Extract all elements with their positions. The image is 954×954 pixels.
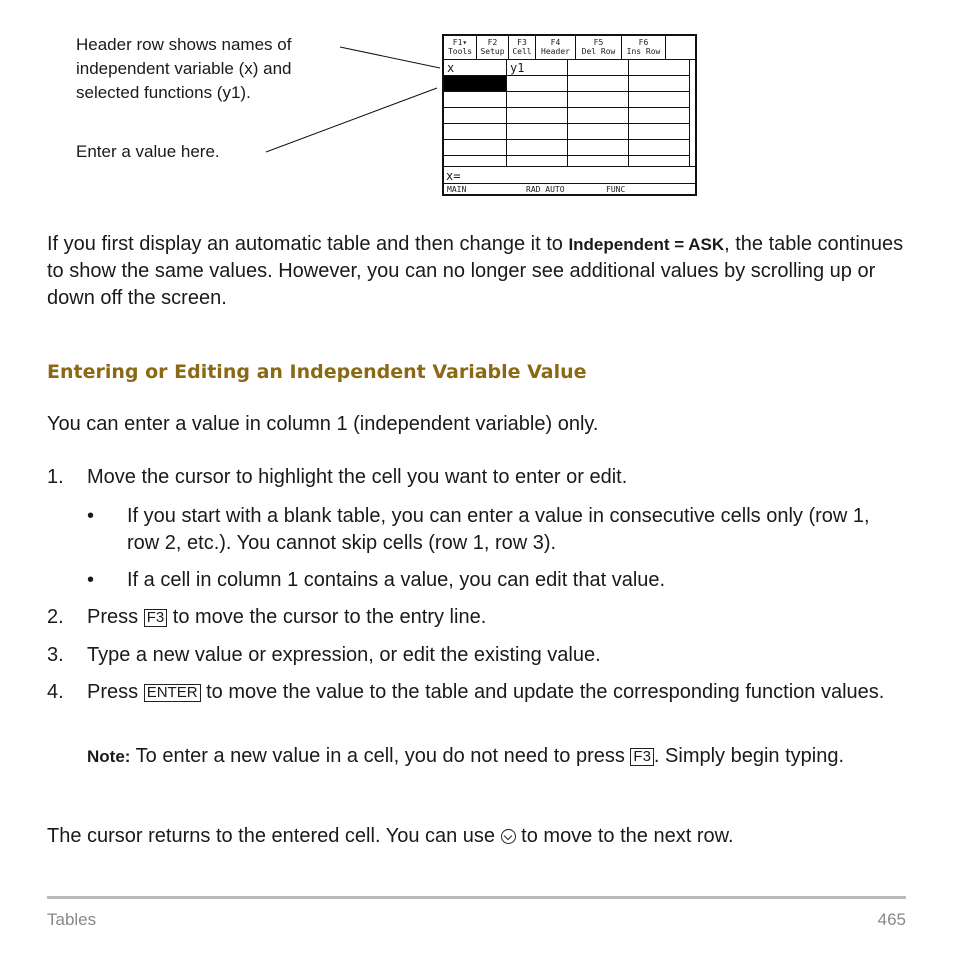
status-mode: MAIN — [447, 185, 467, 194]
callout-line-header — [340, 47, 440, 68]
callout-line: independent variable (x) and — [76, 59, 292, 78]
step-text: Press F3 to move the cursor to the entry line. — [87, 606, 487, 628]
toolbar-empty — [666, 36, 695, 60]
closing-text: The cursor returns to the entered cell. You can use to move to the next row. — [47, 825, 734, 847]
footer-page-number: 465 — [877, 910, 906, 929]
toolbar-f6-insrow: F6 Ins Row — [622, 36, 666, 60]
footer-section: Tables — [47, 910, 97, 929]
bullet-marker: • — [87, 569, 95, 591]
toolbar-f1-tools: F1▾ Tools — [444, 36, 477, 60]
f3-key-icon: F3 — [630, 748, 654, 766]
calculator-screen — [442, 34, 697, 196]
section-heading: Entering or Editing an Independent Variable Value — [47, 361, 587, 383]
status-graph: FUNC — [606, 185, 626, 194]
down-arrow-key-icon — [501, 829, 516, 844]
step-number: 3. — [47, 644, 64, 666]
f3-key-icon: F3 — [144, 609, 168, 627]
toolbar-f2-setup: F2 Setup — [477, 36, 509, 60]
highlighted-cell — [444, 76, 506, 91]
bullet-marker: • — [87, 505, 95, 527]
enter-key-icon: ENTER — [144, 684, 201, 702]
footer-rule — [47, 896, 906, 899]
toolbar-f3-cell: F3 Cell — [509, 36, 536, 60]
note-label: Note: — [87, 747, 131, 766]
column-header-y1: y1 — [510, 61, 525, 75]
intro-text: You can enter a value in column 1 (independent variable) only. — [47, 413, 599, 435]
paragraph-independent-ask — [47, 231, 912, 312]
note: Note: To enter a new value in a cell, you do not need to press F3 . Simply begin typing. — [87, 745, 845, 767]
status-angle: RAD AUTO — [526, 185, 565, 194]
step-4 — [47, 679, 907, 739]
step-text: Type a new value or expression, or edit the existing value. — [87, 644, 601, 666]
entry-line: x= — [446, 169, 461, 183]
callout-line: Header row shows names of — [76, 35, 292, 54]
step-text: Move the cursor to highlight the cell you want to enter or edit. — [87, 466, 628, 488]
bullet-1 — [87, 503, 887, 563]
callout-line: selected functions (y1). — [76, 83, 251, 102]
bullet-text: If a cell in column 1 contains a value, you can edit that value. — [127, 569, 666, 591]
para-text: If you first display an automatic table and then change it to — [47, 233, 569, 255]
bullet-text: If you start with a blank table, you can enter a value in consecutive cells only (row 1, row 2, etc.). You cannot skip cells (row 1, row 3). — [127, 505, 870, 554]
column-header-x: x — [447, 61, 455, 75]
step-number: 2. — [47, 606, 64, 628]
step-number: 1. — [47, 466, 64, 488]
step-text: Press ENTER to move the value to the table and update the corresponding function values. — [87, 681, 885, 703]
toolbar-f5-delrow: F5 Del Row — [576, 36, 622, 60]
toolbar-f4-header: F4 Header — [536, 36, 576, 60]
para-text: , the table continues to show the same values. However, you can no longer see additional values by scrolling up or down off the screen. — [47, 233, 904, 309]
callout-enter-text: Enter a value here. — [76, 142, 220, 161]
step-number: 4. — [47, 681, 64, 703]
para-bold-term: Independent = ASK — [568, 235, 725, 254]
callout-line-entry — [266, 88, 437, 152]
